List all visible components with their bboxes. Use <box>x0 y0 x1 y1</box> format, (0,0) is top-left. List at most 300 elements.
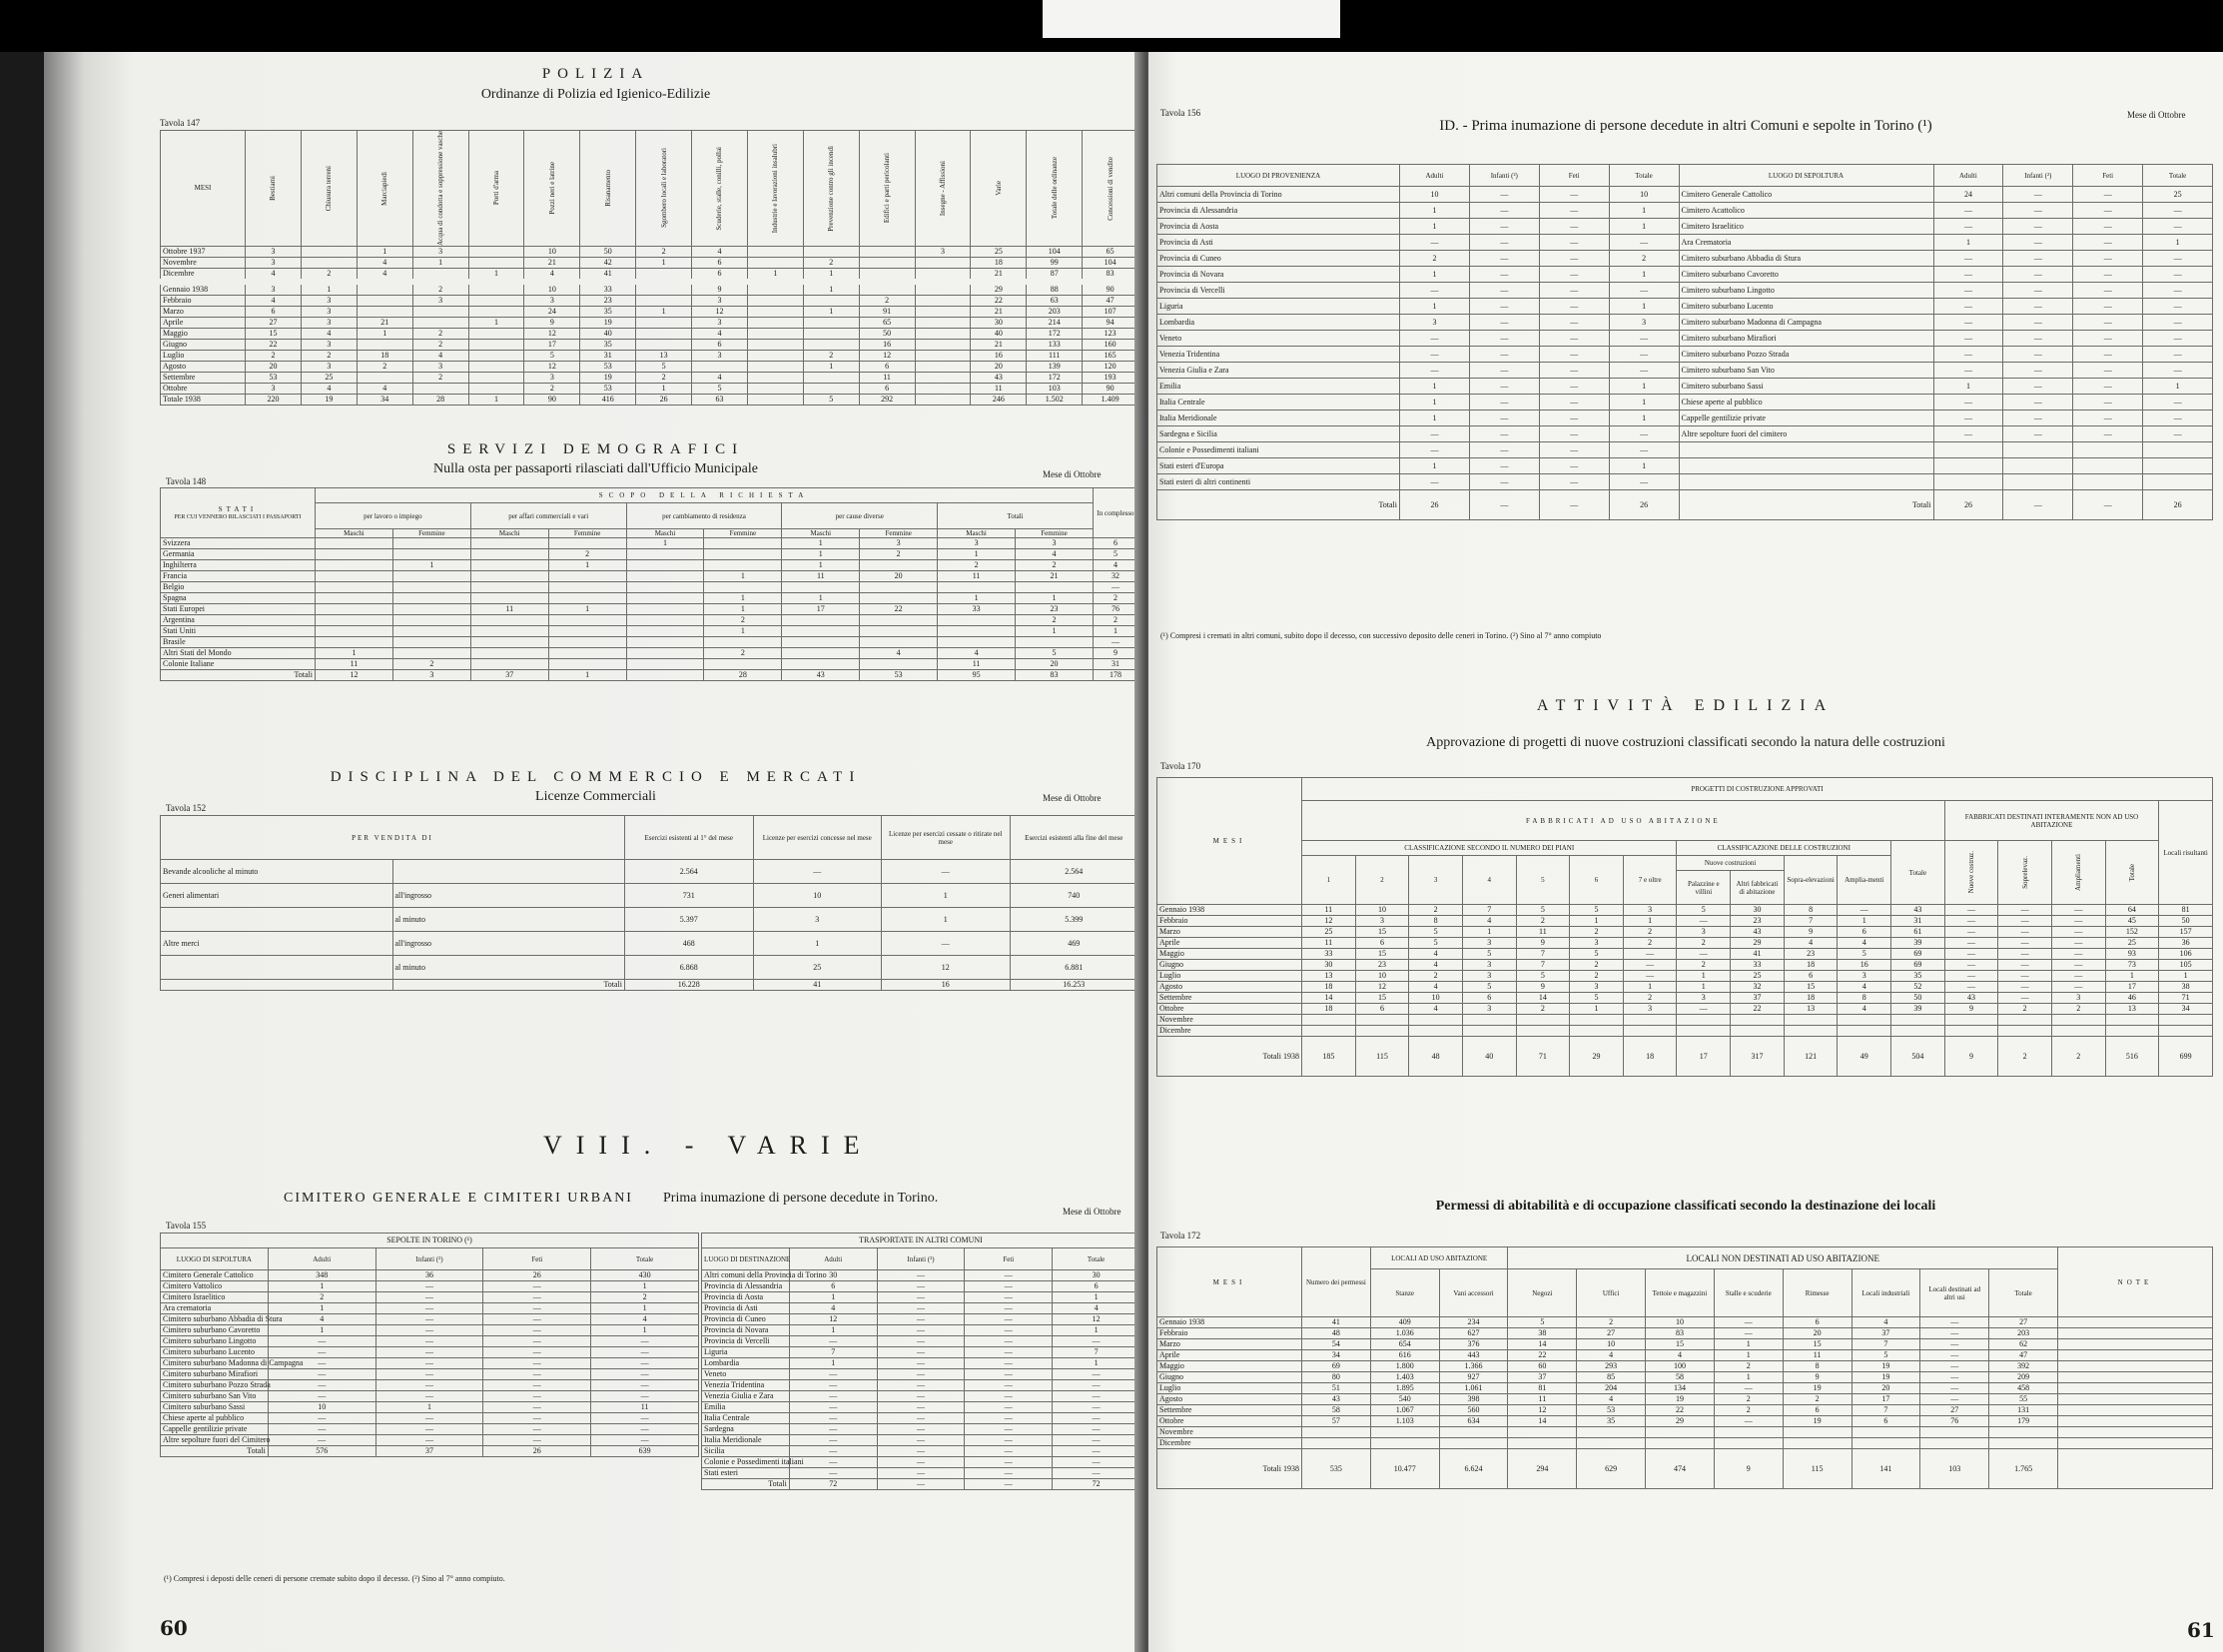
table-cell: 48 <box>1302 1328 1371 1339</box>
table-row <box>1157 203 2213 219</box>
table-cell: — <box>268 1380 375 1391</box>
table-cell: 64 <box>2105 905 2159 916</box>
table-cell: 6 <box>1355 938 1409 949</box>
row-label: Emilia <box>1157 379 1400 395</box>
non-abitazione-header: FABBRICATI DESTINATI INTERAMENTE NON AD USO ABITAZIONE <box>1944 801 2159 841</box>
row-label: Emilia <box>702 1402 790 1413</box>
table-cell: 81 <box>2159 905 2213 916</box>
table-cell: 1 <box>789 1358 877 1369</box>
table-cell: 430 <box>591 1270 699 1281</box>
table-cell <box>548 593 626 604</box>
table-row <box>161 659 1138 670</box>
table-cell <box>704 560 782 571</box>
table-cell <box>747 295 803 306</box>
table-cell: 11 <box>1783 1350 1852 1361</box>
sub-header: Maschi <box>470 529 548 538</box>
table-cell: 35 <box>1577 1416 1646 1427</box>
table-row <box>161 816 1138 860</box>
row-label: Provincia di Vercelli <box>1157 283 1400 299</box>
piani-col-header: 4 <box>1462 856 1516 905</box>
row-label: Altre merci <box>161 932 393 956</box>
table-cell: 7 <box>1516 949 1570 960</box>
row-label: Cimitero suburbano Lucento <box>1679 299 1933 315</box>
table-cell: 1 <box>548 560 626 571</box>
table-cell: 18 <box>1302 1004 1356 1015</box>
table-cell: — <box>965 1391 1053 1402</box>
table-cell <box>915 257 971 268</box>
table-cell: 12 <box>859 350 915 361</box>
note-cell <box>2058 1427 2213 1438</box>
table-cell: 25 <box>1302 927 1356 938</box>
table-row <box>702 1446 1140 1457</box>
table-row <box>161 1325 699 1336</box>
table-cell <box>915 339 971 350</box>
table-cell: 1.366 <box>1439 1361 1508 1372</box>
table-cell: 81 <box>1508 1383 1577 1394</box>
table-cell: 6 <box>1783 1317 1852 1328</box>
table-cell: 4 <box>1094 560 1138 571</box>
table-cell: — <box>1469 395 1539 411</box>
table-cell: 172 <box>1027 328 1083 339</box>
table-cell <box>1623 1015 1677 1026</box>
table-row <box>1157 1350 2213 1361</box>
table-cell: 90 <box>524 394 580 405</box>
table-cell: 3 <box>1838 971 1891 982</box>
table-cell: 1 <box>1933 235 2003 251</box>
table-cell: 1 <box>1400 267 1470 283</box>
table-cell <box>470 593 548 604</box>
column-header-label: Chiusura terreni <box>325 165 334 212</box>
table-cell <box>704 582 782 593</box>
table-cell: 2 <box>412 372 468 383</box>
table-cell: 15 <box>1355 927 1409 938</box>
table-cell <box>1852 1427 1920 1438</box>
table-cell: 88 <box>1027 282 1083 296</box>
table-cell: 30 <box>1053 1270 1140 1281</box>
abitazione-header: LOCALI AD USO ABITAZIONE <box>1370 1247 1508 1269</box>
table-cell: 41 <box>1302 1317 1371 1328</box>
column-header: Totale <box>1989 1269 2058 1317</box>
table-cell <box>2105 1026 2159 1037</box>
table-cell: — <box>1539 315 1609 331</box>
row-sublabel: all'ingrosso <box>392 884 625 908</box>
table-cell: — <box>1053 1446 1140 1457</box>
table-cell: — <box>877 1347 965 1358</box>
table-cell: — <box>1998 971 2052 982</box>
table-cell: — <box>591 1435 699 1446</box>
table-cell: 26 <box>1400 490 1470 520</box>
row-label: Altre sepolture fuori del cimitero <box>1679 426 1933 442</box>
table-cell: — <box>1400 363 1470 379</box>
table-cell: 76 <box>1094 604 1138 615</box>
row-label: Agosto <box>161 361 246 372</box>
table-cell <box>2073 458 2143 474</box>
table-cell: 53 <box>1577 1405 1646 1416</box>
table-cell: 7 <box>1053 1347 1140 1358</box>
table-cell <box>860 582 938 593</box>
table-cell: 17 <box>1677 1037 1731 1077</box>
table-total-row <box>1157 490 2213 520</box>
table-cell: 1 <box>1677 982 1731 993</box>
table-row <box>702 1248 1140 1270</box>
table-cell: 51 <box>1302 1383 1371 1394</box>
table-cell: — <box>877 1391 965 1402</box>
column-header <box>580 131 636 247</box>
total-label: Totali 1938 <box>1157 1449 1302 1489</box>
sub-header: Femmine <box>1016 529 1094 538</box>
table-cell: — <box>1469 363 1539 379</box>
row-sublabel: al minuto <box>392 956 625 980</box>
table-cell: 4 <box>1409 949 1463 960</box>
table-cell <box>1016 582 1094 593</box>
row-sublabel: all'ingrosso <box>392 932 625 956</box>
table-cell: 69 <box>1302 1361 1371 1372</box>
table-row <box>1157 1339 2213 1350</box>
sub-header: Maschi <box>626 529 704 538</box>
table-cell: 22 <box>1508 1350 1577 1361</box>
table-cell <box>357 295 412 306</box>
table-cell <box>782 626 860 637</box>
table-cell: 1.061 <box>1439 1383 1508 1394</box>
table-cell: 18 <box>357 350 412 361</box>
table-cell: — <box>268 1435 375 1446</box>
table-row <box>161 350 1138 361</box>
table-cell: 4 <box>357 268 412 282</box>
table-cell: 1 <box>1016 593 1094 604</box>
table-cell: 1 <box>2105 971 2159 982</box>
column-header: Adulti <box>1933 165 2003 187</box>
table-cell <box>2003 442 2073 458</box>
table-row <box>1157 905 2213 916</box>
polizia-subtitle: Ordinanze di Polizia ed Igienico-Edilizie <box>480 87 711 102</box>
sub-header: Maschi <box>316 529 393 538</box>
table-cell: 6 <box>859 383 915 394</box>
table-cell: — <box>483 1281 591 1292</box>
table-cell: 30 <box>1302 960 1356 971</box>
column-header-label: Prevenzione contro gli incendi <box>827 145 836 232</box>
table-cell: — <box>2143 347 2213 363</box>
table-cell: 53 <box>580 361 636 372</box>
table-row <box>161 295 1138 306</box>
table-cell: 10 <box>524 282 580 296</box>
table-cell: — <box>2073 203 2143 219</box>
column-header: Licenze per esercizi concesse nel mese <box>753 816 882 860</box>
table-row <box>161 488 1138 503</box>
table-row <box>1157 474 2213 490</box>
table-cell <box>357 339 412 350</box>
table-cell: — <box>1539 474 1609 490</box>
table-row <box>161 637 1138 648</box>
table-cell <box>301 257 357 268</box>
table-cell: 294 <box>1508 1449 1577 1489</box>
row-label: Venezia Giulia e Zara <box>702 1391 790 1402</box>
table-row <box>161 1358 699 1369</box>
table-cell <box>1998 1026 2052 1037</box>
table-cell: 1 <box>548 604 626 615</box>
table-row <box>161 1270 699 1281</box>
note-cell <box>2058 1317 2213 1328</box>
table-row <box>1157 993 2213 1004</box>
table-cell <box>747 394 803 405</box>
table-cell: 3 <box>301 361 357 372</box>
row-label: Cimitero suburbano Pozzo Strada <box>161 1380 269 1391</box>
table-cell <box>357 372 412 383</box>
table-cell: — <box>591 1391 699 1402</box>
table-cell: 1 <box>782 560 860 571</box>
non-ab-header-label: Totale <box>2127 863 2136 882</box>
row-label: Giugno <box>161 339 246 350</box>
table-cell <box>915 317 971 328</box>
table-cell: 33 <box>580 282 636 296</box>
table-cell <box>747 257 803 268</box>
table-cell: 5 <box>1094 549 1138 560</box>
table-cell <box>938 582 1016 593</box>
table-cell: 9 <box>1516 938 1570 949</box>
table-cell: 4 <box>301 328 357 339</box>
table-cell: — <box>1998 949 2052 960</box>
column-header <box>1027 131 1083 247</box>
table-cell: 43 <box>782 670 860 681</box>
row-label: Cimitero Generale Cattolico <box>161 1270 269 1281</box>
row-label: Cimitero suburbano Mirafiori <box>1679 331 1933 347</box>
table-cell: 1 <box>1714 1372 1783 1383</box>
table-cell: 120 <box>1083 361 1138 372</box>
table-cell: 12 <box>524 361 580 372</box>
table-cell: — <box>965 1435 1053 1446</box>
group-header: per cambiamento di residenza <box>626 503 782 529</box>
table-cell <box>1731 1015 1785 1026</box>
table-cell: — <box>965 1270 1053 1281</box>
table-cell: — <box>965 1325 1053 1336</box>
table-cell: 5 <box>1570 905 1624 916</box>
table-cell: 540 <box>1370 1394 1439 1405</box>
table-cell: 3 <box>246 246 302 257</box>
table-cell: 927 <box>1439 1372 1508 1383</box>
sub-header: Maschi <box>938 529 1016 538</box>
table-cell: — <box>375 1391 483 1402</box>
column-header: Totale <box>591 1248 699 1270</box>
table-cell: — <box>2143 251 2213 267</box>
table-cell: — <box>965 1479 1053 1490</box>
table-row <box>161 1336 699 1347</box>
table-cell: 1 <box>591 1303 699 1314</box>
table-cell: — <box>1469 474 1539 490</box>
table-cell: — <box>965 1457 1053 1468</box>
table-cell: 1 <box>268 1303 375 1314</box>
table-cell: — <box>1469 426 1539 442</box>
table-cell: 1 <box>268 1325 375 1336</box>
column-header: Infanti (²) <box>877 1248 965 1270</box>
table-cell: 5 <box>1570 993 1624 1004</box>
table-cell: 37 <box>470 670 548 681</box>
table-cell: — <box>1400 442 1470 458</box>
table-cell <box>1838 1015 1891 1026</box>
table-cell <box>626 615 704 626</box>
total-label: Totali <box>1157 490 1400 520</box>
table-cell: — <box>1400 347 1470 363</box>
table-cell <box>1570 1026 1624 1037</box>
table-cell: 10 <box>1646 1317 1715 1328</box>
progetti-header: PROGETTI DI COSTRUZIONE APPROVATI <box>1302 778 2213 801</box>
table-cell: 18 <box>1623 1037 1677 1077</box>
table-cell: 72 <box>1053 1479 1140 1490</box>
table-cell: 50 <box>580 246 636 257</box>
table-row <box>161 1314 699 1325</box>
table-cell: — <box>375 1314 483 1325</box>
table-cell <box>357 282 412 296</box>
table-cell: 3 <box>412 295 468 306</box>
table-cell: 4 <box>357 383 412 394</box>
table-cell: 1 <box>2143 235 2213 251</box>
table-cell <box>548 538 626 549</box>
table-cell <box>803 372 859 383</box>
table-cell: 8 <box>1783 1361 1852 1372</box>
non-ab-header <box>1944 841 1998 905</box>
table-cell: 6.624 <box>1439 1449 1508 1489</box>
table-cell: — <box>789 1402 877 1413</box>
column-header: Esercizi esistenti alla fine del mese <box>1010 816 1138 860</box>
table-cell: 23 <box>1016 604 1094 615</box>
table-cell: 2 <box>1516 916 1570 927</box>
row-label: Marzo <box>1157 927 1302 938</box>
table-cell <box>412 306 468 317</box>
row-label <box>161 956 393 980</box>
table-cell: 35 <box>580 306 636 317</box>
table-cell <box>468 295 524 306</box>
column-header: Stanze <box>1370 1269 1439 1317</box>
table-cell: — <box>2003 411 2073 426</box>
table-cell: — <box>2143 267 2213 283</box>
table-cell: — <box>591 1424 699 1435</box>
table-cell: — <box>965 1336 1053 1347</box>
table-cell: 1 <box>412 257 468 268</box>
table-cell: 4 <box>1409 1004 1463 1015</box>
table-cell: — <box>1469 442 1539 458</box>
row-label: Aprile <box>161 317 246 328</box>
table-row <box>161 1369 699 1380</box>
table-cell: 535 <box>1302 1449 1371 1489</box>
table-row <box>1157 960 2213 971</box>
table-cell: 104 <box>1083 257 1138 268</box>
table-cell: 654 <box>1370 1339 1439 1350</box>
piani-col-header: 5 <box>1516 856 1570 905</box>
table-cell: 2 <box>2051 1004 2105 1015</box>
right-page <box>1148 52 2223 1652</box>
table-cell: — <box>1053 1468 1140 1479</box>
table-cell: 1 <box>803 282 859 296</box>
abitabilita-tavola: Tavola 172 <box>1160 1231 1201 1240</box>
table-cell: 2 <box>1409 971 1463 982</box>
table-cell: — <box>483 1380 591 1391</box>
table-cell: 5 <box>1516 971 1570 982</box>
table-cell: — <box>1609 331 1679 347</box>
table-cell: 3 <box>524 295 580 306</box>
table-cell: — <box>1920 1394 1989 1405</box>
table-cell: — <box>2051 971 2105 982</box>
table-cell <box>470 571 548 582</box>
table-row <box>161 626 1138 637</box>
table-cell <box>1570 1015 1624 1026</box>
table-cell: — <box>789 1336 877 1347</box>
column-header: Stalle e scuderie <box>1714 1269 1783 1317</box>
table-cell <box>548 626 626 637</box>
table-cell: — <box>483 1325 591 1336</box>
table-cell: 2 <box>1783 1394 1852 1405</box>
table-cell: 19 <box>301 394 357 405</box>
table-cell <box>316 637 393 648</box>
table-row <box>1157 938 2213 949</box>
row-label: Provincia di Cuneo <box>702 1314 790 1325</box>
table-cell: 4 <box>1838 982 1891 993</box>
table-cell: — <box>877 1457 965 1468</box>
table-cell: 57 <box>1302 1416 1371 1427</box>
row-label: Chiese aperte al pubblico <box>1679 395 1933 411</box>
fabbricati-header: FABBRICATI AD USO ABITAZIONE <box>1302 801 1945 841</box>
table-cell <box>747 361 803 372</box>
table-cell: 27 <box>1989 1317 2058 1328</box>
table-cell: 1 <box>636 383 692 394</box>
table-cell: 4 <box>1784 938 1838 949</box>
row-label: Italia Centrale <box>1157 395 1400 411</box>
table-cell: — <box>483 1424 591 1435</box>
row-label: Cimitero suburbano Sassi <box>161 1402 269 1413</box>
table-cell: 1 <box>1053 1325 1140 1336</box>
non-ab-header-label: Ampliamenti <box>2074 854 2083 891</box>
table-cell: 2 <box>246 350 302 361</box>
table-cell: 80 <box>1302 1372 1371 1383</box>
table-cell: 11 <box>938 659 1016 670</box>
table-cell: 41 <box>580 268 636 282</box>
column-header: Feti <box>483 1248 591 1270</box>
table-cell <box>915 372 971 383</box>
table-row <box>702 1402 1140 1413</box>
table-row <box>702 1303 1140 1314</box>
table-row <box>161 1391 699 1402</box>
table-cell: 576 <box>268 1446 375 1457</box>
table-cell: 5 <box>1462 949 1516 960</box>
table-cell: 9 <box>1944 1037 1998 1077</box>
table-cell <box>468 282 524 296</box>
table-cell: 3 <box>301 295 357 306</box>
column-header <box>357 131 412 247</box>
table-cell: 220 <box>246 394 302 405</box>
column-header: Infanti (²) <box>1469 165 1539 187</box>
table-cell <box>470 637 548 648</box>
table-cell: 4 <box>938 648 1016 659</box>
table-cell: 9 <box>1784 927 1838 938</box>
table-cell: 53 <box>860 670 938 681</box>
row-label: Gennaio 1938 <box>161 282 246 296</box>
row-label: Cimitero Generale Cattolico <box>1679 187 1933 203</box>
table-cell: — <box>591 1336 699 1347</box>
table-cell: — <box>1933 299 2003 315</box>
table-cell: 21 <box>971 306 1027 317</box>
row-label: Italia Meridionale <box>1157 411 1400 426</box>
row-label: Cimitero suburbano Cavoretto <box>161 1325 269 1336</box>
table-cell <box>747 383 803 394</box>
row-label: Provincia di Cuneo <box>1157 251 1400 267</box>
table-cell: 48 <box>1409 1037 1463 1077</box>
row-label: Provincia di Aosta <box>1157 219 1400 235</box>
table-cell: 1 <box>782 549 860 560</box>
table-cell: 1 <box>1609 203 1679 219</box>
table-cell: 33 <box>1302 949 1356 960</box>
table-cell: 29 <box>971 282 1027 296</box>
table-cell: 10 <box>1577 1339 1646 1350</box>
table-cell: 50 <box>1891 993 1945 1004</box>
row-label: Venezia Giulia e Zara <box>1157 363 1400 379</box>
table-cell: 21 <box>1016 571 1094 582</box>
